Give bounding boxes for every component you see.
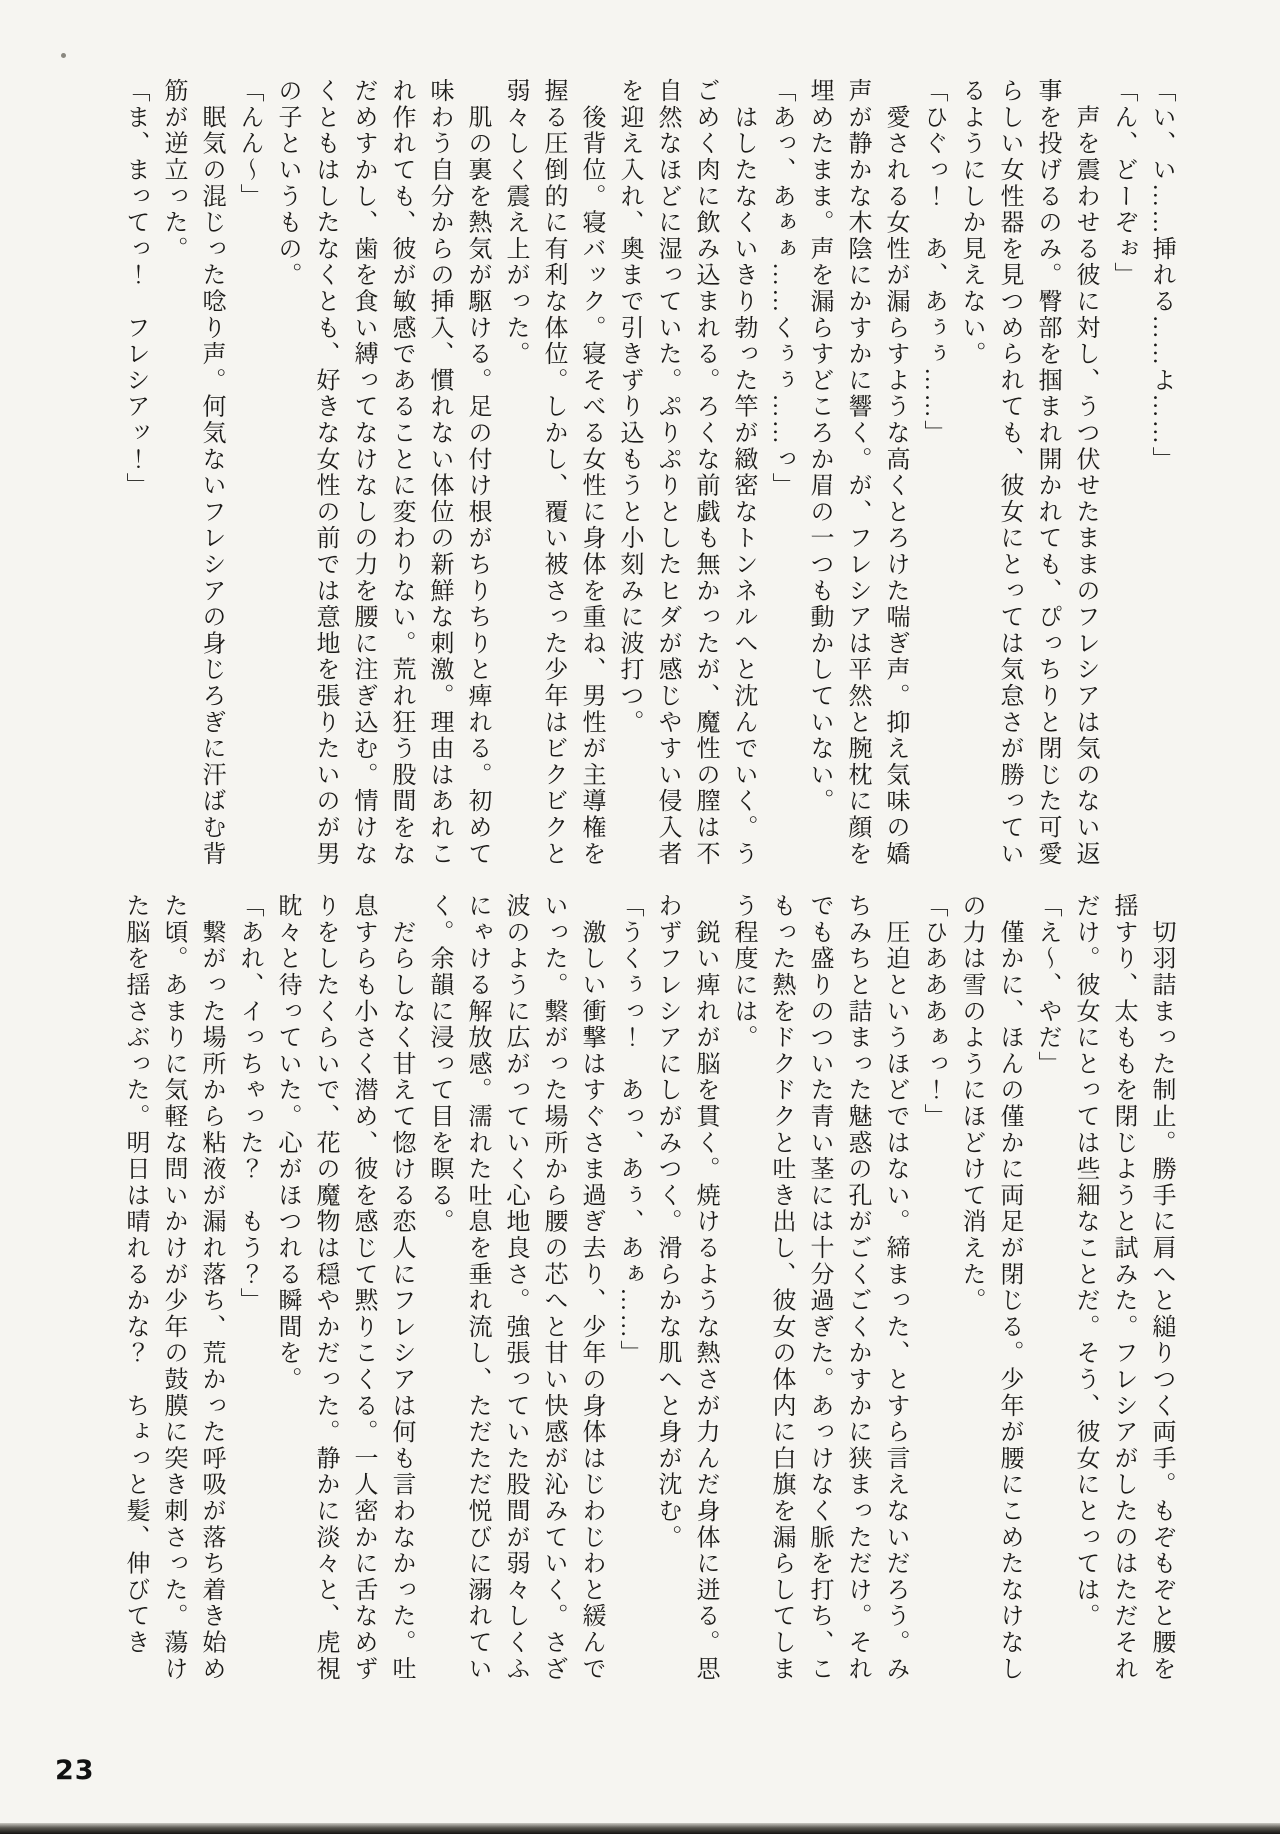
text-column: 眠気の混じった唸り声。何気ないフレシアの身じろぎに汗ばむ背 (198, 78, 224, 867)
scan-speck (61, 53, 66, 58)
text-column: 自然なほどに湿っていた。ぷりぷりとしたヒダが感じやすい侵入者 (654, 78, 680, 867)
scan-edge-shadow (0, 1823, 1280, 1834)
text-column: らしい女性器を見つめられても、彼女にとっては気怠さが勝ってい (996, 78, 1022, 867)
text-column: 愛される女性が漏らすような高くとろけた喘ぎ声。抑え気味の嬌 (882, 78, 908, 867)
text-column: るようにしか見えない。 (958, 78, 984, 368)
text-column: た頃。あまりに気軽な問いかけが少年の鼓膜に突き刺さった。蕩け (160, 893, 186, 1682)
text-column: でも盛りのついた青い茎には十分過ぎた。あっけなく脈を打ち、こ (806, 893, 832, 1682)
text-column: わずフレシアにしがみつく。滑らかな肌へと身が沈む。 (654, 893, 680, 1551)
text-column: 「あっ、あぁぁ……くぅぅ……っ」 (768, 78, 794, 499)
story-text-bottom-block (116, 893, 1180, 1698)
text-column: だらしなく甘えて惚ける恋人にフレシアは何も言わなかった。吐 (388, 893, 414, 1682)
text-column: 「い、い……挿れる……よ……」 (1148, 78, 1174, 473)
text-column: 「んん〜」 (236, 78, 262, 210)
text-column: の子というもの。 (274, 78, 300, 289)
text-column: 声が静かな木陰にかすかに響く。が、フレシアは平然と腕枕に顔を (844, 78, 870, 867)
text-column: りをしたくらいで、花の魔物は穏やかだった。静かに淡々と、虎視 (312, 893, 338, 1682)
text-column: 筋が逆立った。 (160, 78, 186, 263)
text-column: の力は雪のようにほどけて消えた。 (958, 893, 984, 1314)
text-column: だけ。彼女にとっては些細なことだ。そう、彼女にとっては。 (1072, 893, 1098, 1630)
text-column: 繋がった場所から粘液が漏れ落ち、荒かった呼吸が落ち着き始め (198, 893, 224, 1682)
text-column: 「ま、まってっ！ フレシアッ！」 (122, 78, 148, 499)
text-column: ごめく肉に飲み込まれる。ろくな前戯も無かったが、魔性の膣は不 (692, 78, 718, 867)
text-column: 「え〜、やだ」 (1034, 893, 1060, 1078)
text-column: 圧迫というほどではない。締まった、とすら言えないだろう。み (882, 893, 908, 1682)
text-column: 息すらも小さく潜め、彼を感じて黙りこくる。一人密かに舌なめず (350, 893, 376, 1682)
text-column: だめすかし、歯を食い縛ってなけなしの力を腰に注ぎ込む。情けな (350, 78, 376, 867)
text-column: 埋めたまま。声を漏らすどころか眉の一つも動かしていない。 (806, 78, 832, 815)
text-column: 「うくぅっ！ あっ、あぅ、あぁ……」 (616, 893, 642, 1367)
text-column: にゃける解放感。濡れた吐息を垂れ流し、ただただ悦びに溺れてい (464, 893, 490, 1682)
text-column: はしたなくいきり勃った竿が緻密なトンネルへと沈んでいく。う (730, 78, 756, 867)
text-column: ちみちと詰まった魅惑の孔がごくごくかすかに狭まっただけ。それ (844, 893, 870, 1682)
text-column: く。余韻に浸って目を瞑る。 (426, 893, 452, 1235)
text-column: 声を震わせる彼に対し、うつ伏せたままのフレシアは気のない返 (1072, 78, 1098, 867)
text-column: た脳を揺さぶった。明日は晴れるかな？ ちょっと髪、伸びてき (122, 893, 148, 1656)
text-column: 「ひあああぁっ！」 (920, 893, 946, 1130)
text-column: くともはしたなくとも、好きな女性の前では意地を張りたいのが男 (312, 78, 338, 867)
text-column: 味わう自分からの挿入、慣れない体位の新鮮な刺激。理由はあれこ (426, 78, 452, 867)
text-column: を迎え入れ、奥まで引きずり込もうと小刻みに波打つ。 (616, 78, 642, 736)
text-column: 肌の裏を熱気が駆ける。足の付け根がちりちりと痺れる。初めて (464, 78, 490, 867)
text-column: 「ひぐっ！ あ、あぅぅ……」 (920, 78, 946, 447)
text-column: 後背位。寝バック。寝そべる女性に身体を重ね、男性が主導権を (578, 78, 604, 867)
text-column: う程度には。 (730, 893, 756, 1051)
text-column: いった。繋がった場所から腰の芯へと甘い快感が沁みていく。さざ (540, 893, 566, 1682)
text-column: 「ん、どーぞぉ」 (1110, 78, 1136, 289)
text-column: 揺すり、太ももを閉じようと試みた。フレシアがしたのはただそれ (1110, 893, 1136, 1682)
text-column: 握る圧倒的に有利な体位。しかし、覆い被さった少年はビクビクと (540, 78, 566, 867)
text-column: れ作れても、彼が敏感であることに変わりない。荒れ狂う股間をな (388, 78, 414, 867)
text-column: もった熱をドクドクと吐き出し、彼女の体内に白旗を漏らしてしま (768, 893, 794, 1682)
text-column: 僅かに、ほんの僅かに両足が閉じる。少年が腰にこめたなけなし (996, 893, 1022, 1682)
text-column: 眈々と待っていた。心がほつれる瞬間を。 (274, 893, 300, 1393)
text-column: 波のように広がっていく心地良さ。強張っていた股間が弱々しくふ (502, 893, 528, 1682)
text-column: 「あれ、イっちゃった？ もう？」 (236, 893, 262, 1314)
page-number: 23 (55, 1755, 95, 1786)
story-text-top-block (116, 78, 1180, 883)
text-column: 鋭い痺れが脳を貫く。焼けるような熱さが力んだ身体に迸る。思 (692, 893, 718, 1682)
text-column: 弱々しく震え上がった。 (502, 78, 528, 368)
text-column: 激しい衝撃はすぐさま過ぎ去り、少年の身体はじわじわと緩んで (578, 893, 604, 1682)
text-column: 事を投げるのみ。臀部を掴まれ開かれても、ぴっちりと閉じた可愛 (1034, 78, 1060, 867)
text-column: 切羽詰まった制止。勝手に肩へと縋りつく両手。もぞもぞと腰を (1148, 893, 1174, 1682)
